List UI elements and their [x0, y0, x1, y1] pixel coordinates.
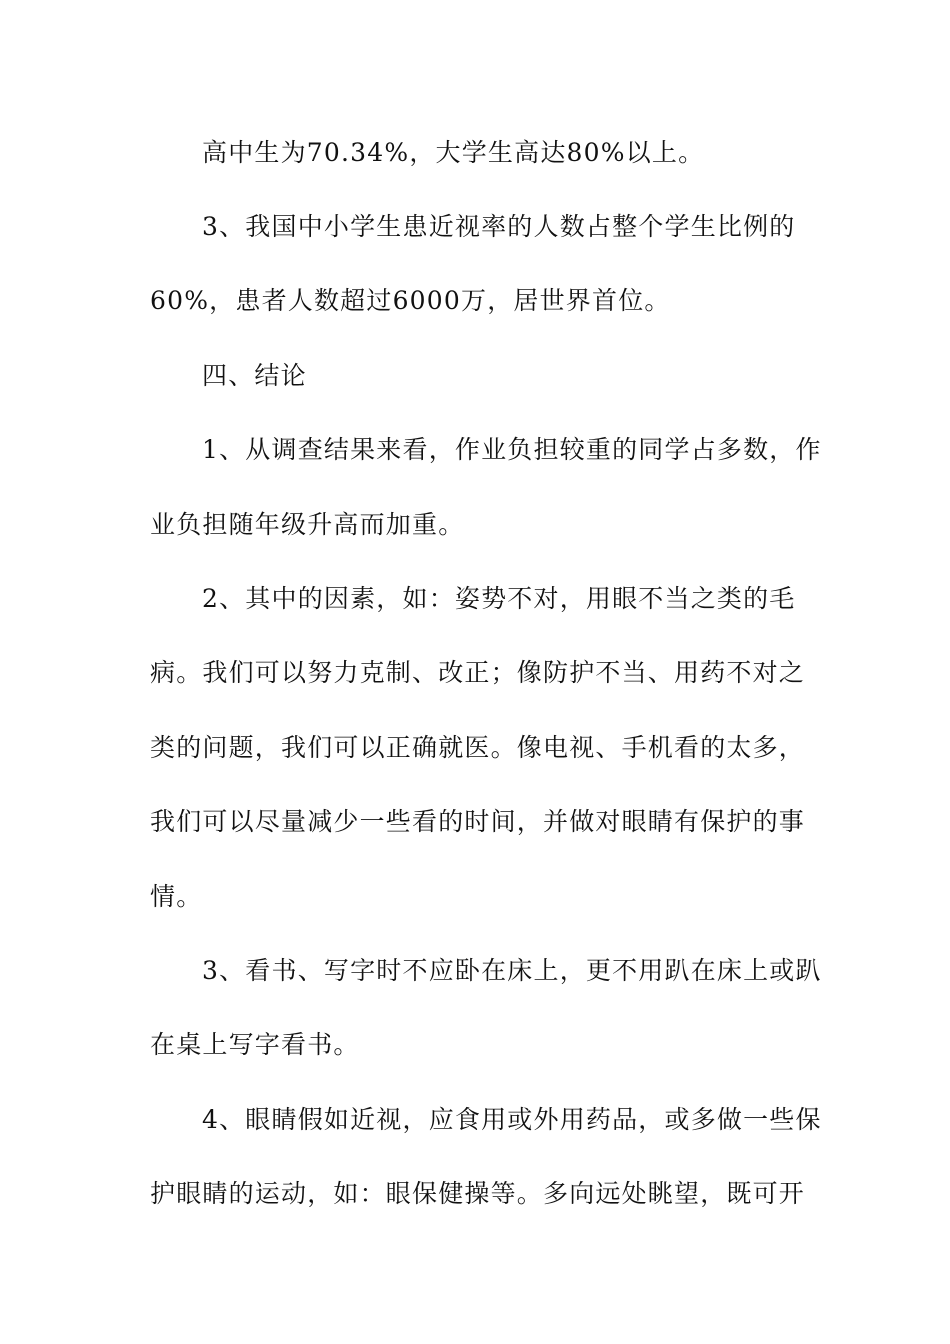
text-line: 病。我们可以努力克制、改正；像防护不当、用药不对之	[150, 658, 806, 687]
text-line: 高中生为70.34%，大学生高达80%以上。	[202, 138, 705, 167]
text-line: 类的问题，我们可以正确就医。像电视、手机看的太多，	[150, 733, 806, 762]
text-line: 我们可以尽量减少一些看的时间，并做对眼睛有保护的事	[150, 807, 806, 836]
text-line: 60%，患者人数超过6000万，居世界首位。	[150, 286, 671, 315]
text-line: 护眼睛的运动，如：眼保健操等。多向远处眺望，既可开	[150, 1179, 806, 1208]
text-line: 3、我国中小学生患近视率的人数占整个学生比例的	[202, 212, 796, 241]
text-line: 业负担随年级升高而加重。	[150, 510, 465, 539]
text-line: 4、眼睛假如近视，应食用或外用药品，或多做一些保	[202, 1105, 822, 1134]
section-heading: 四、结论	[202, 361, 307, 390]
text-line: 2、其中的因素，如：姿势不对，用眼不当之类的毛	[202, 584, 796, 613]
text-line: 3、看书、写字时不应卧在床上，更不用趴在床上或趴	[202, 956, 822, 985]
text-line: 情。	[150, 882, 203, 911]
text-line: 1、从调查结果来看，作业负担较重的同学占多数，作	[202, 435, 822, 464]
text-line: 在桌上写字看书。	[150, 1030, 360, 1059]
